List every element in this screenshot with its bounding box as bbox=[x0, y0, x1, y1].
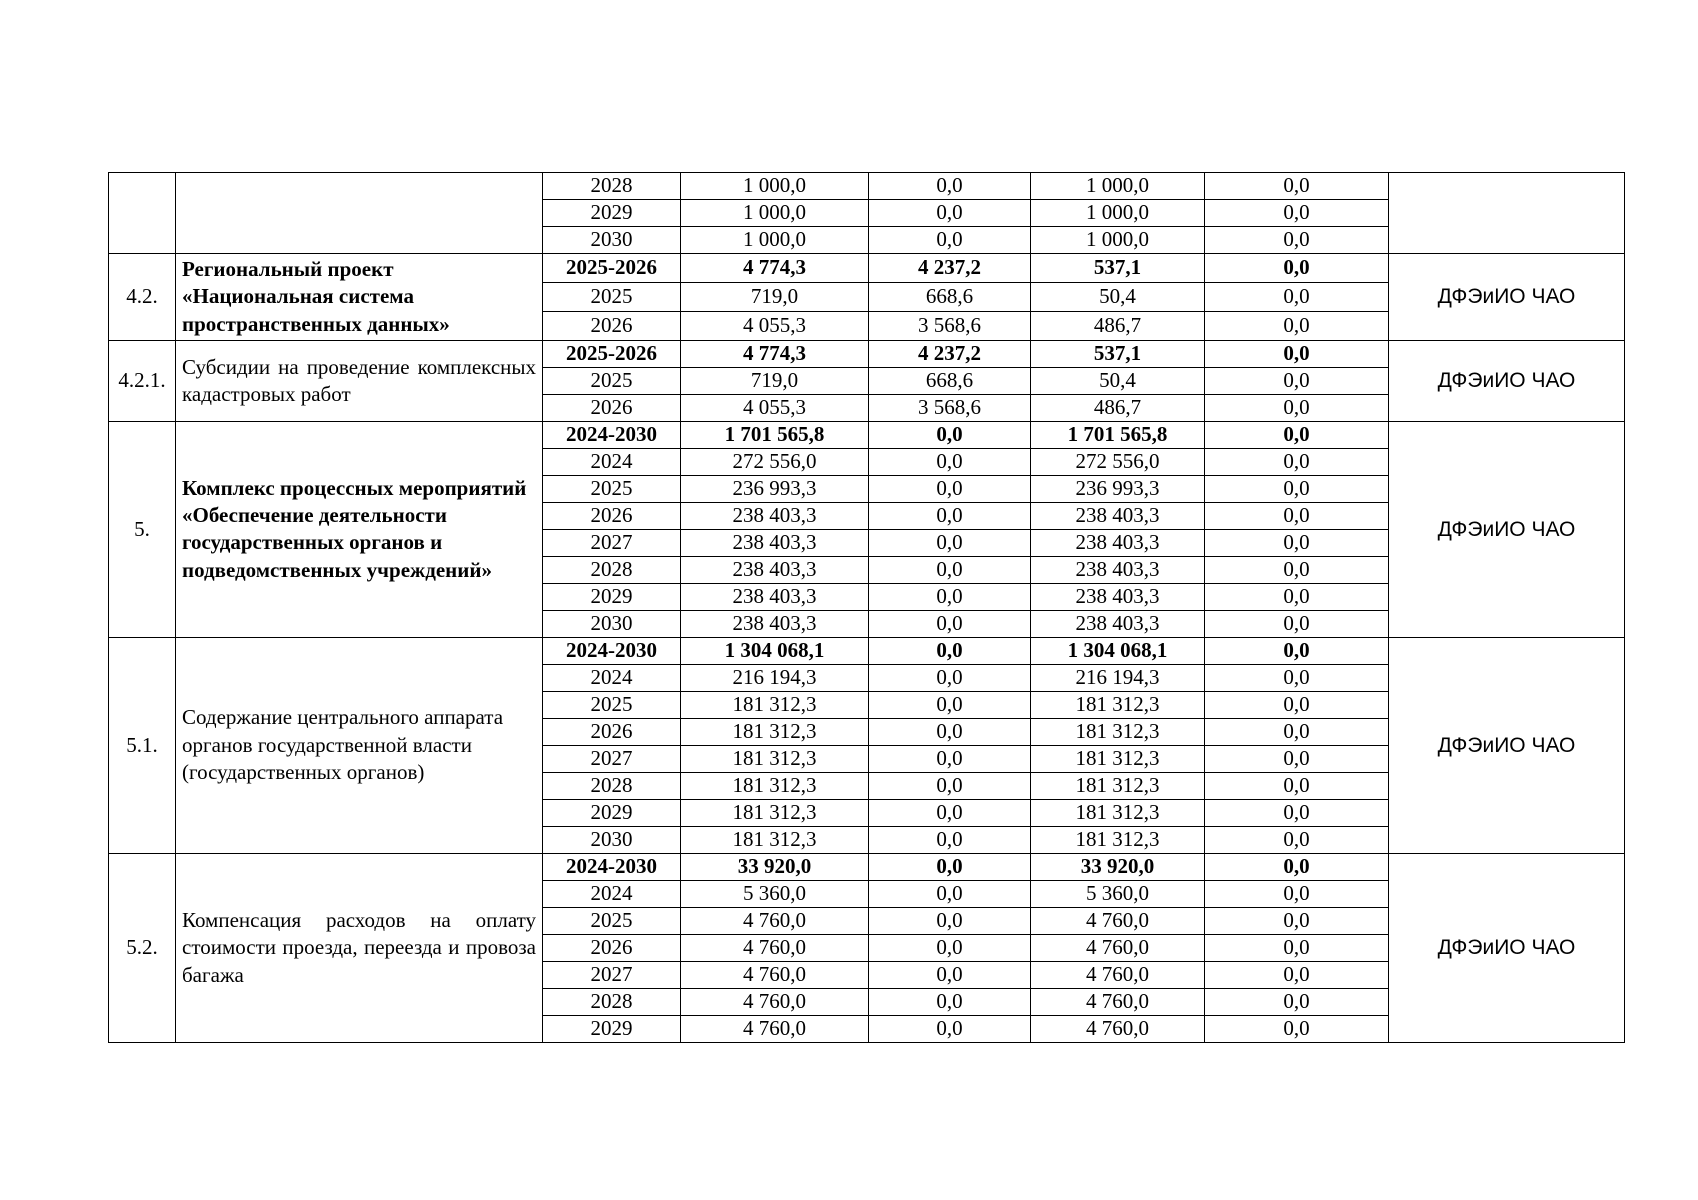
year-cell: 2030 bbox=[543, 227, 681, 254]
year-cell: 2024 bbox=[543, 448, 681, 475]
federal-budget-cell: 0,0 bbox=[869, 664, 1031, 691]
regional-budget-cell: 4 760,0 bbox=[1031, 1015, 1205, 1042]
regional-budget-cell: 4 760,0 bbox=[1031, 988, 1205, 1015]
other-sources-cell: 0,0 bbox=[1205, 745, 1389, 772]
total-cell: 181 312,3 bbox=[681, 799, 869, 826]
total-cell: 719,0 bbox=[681, 282, 869, 311]
federal-budget-cell: 0,0 bbox=[869, 691, 1031, 718]
regional-budget-cell: 238 403,3 bbox=[1031, 529, 1205, 556]
section-number-cell: 4.2.1. bbox=[109, 340, 176, 421]
total-cell: 1 000,0 bbox=[681, 200, 869, 227]
other-sources-cell: 0,0 bbox=[1205, 610, 1389, 637]
federal-budget-cell: 668,6 bbox=[869, 367, 1031, 394]
other-sources-cell: 0,0 bbox=[1205, 421, 1389, 448]
federal-budget-cell: 0,0 bbox=[869, 961, 1031, 988]
federal-budget-cell: 0,0 bbox=[869, 227, 1031, 254]
other-sources-cell: 0,0 bbox=[1205, 961, 1389, 988]
regional-budget-cell: 238 403,3 bbox=[1031, 610, 1205, 637]
total-cell: 1 304 068,1 bbox=[681, 637, 869, 664]
total-cell: 238 403,3 bbox=[681, 583, 869, 610]
federal-budget-cell: 0,0 bbox=[869, 448, 1031, 475]
regional-budget-cell: 181 312,3 bbox=[1031, 745, 1205, 772]
other-sources-cell: 0,0 bbox=[1205, 475, 1389, 502]
section-name-cell: Компенсация расходов на оплату стоимости проезда, переезда и провоза багажа bbox=[176, 853, 543, 1042]
federal-budget-cell: 4 237,2 bbox=[869, 340, 1031, 367]
federal-budget-cell: 0,0 bbox=[869, 556, 1031, 583]
responsible-cell bbox=[1389, 173, 1625, 254]
year-cell: 2030 bbox=[543, 610, 681, 637]
regional-budget-cell: 4 760,0 bbox=[1031, 934, 1205, 961]
federal-budget-cell: 0,0 bbox=[869, 718, 1031, 745]
year-cell: 2026 bbox=[543, 311, 681, 340]
other-sources-cell: 0,0 bbox=[1205, 934, 1389, 961]
total-cell: 181 312,3 bbox=[681, 718, 869, 745]
federal-budget-cell: 0,0 bbox=[869, 880, 1031, 907]
section-name-cell: Комплекс процессных мероприятий «Обеспечение деятельности государственных органов и подведомственных учреждений» bbox=[176, 421, 543, 637]
federal-budget-cell: 0,0 bbox=[869, 610, 1031, 637]
section-number-cell: 4.2. bbox=[109, 254, 176, 341]
regional-budget-cell: 238 403,3 bbox=[1031, 556, 1205, 583]
total-cell: 4 774,3 bbox=[681, 254, 869, 283]
year-cell: 2024-2030 bbox=[543, 637, 681, 664]
other-sources-cell: 0,0 bbox=[1205, 340, 1389, 367]
year-cell: 2029 bbox=[543, 200, 681, 227]
federal-budget-cell: 0,0 bbox=[869, 988, 1031, 1015]
other-sources-cell: 0,0 bbox=[1205, 664, 1389, 691]
total-cell: 272 556,0 bbox=[681, 448, 869, 475]
year-cell: 2025-2026 bbox=[543, 254, 681, 283]
section-number-cell: 5.1. bbox=[109, 637, 176, 853]
federal-budget-cell: 0,0 bbox=[869, 173, 1031, 200]
federal-budget-cell: 0,0 bbox=[869, 745, 1031, 772]
federal-budget-cell: 3 568,6 bbox=[869, 394, 1031, 421]
total-cell: 238 403,3 bbox=[681, 610, 869, 637]
regional-budget-cell: 537,1 bbox=[1031, 254, 1205, 283]
other-sources-cell: 0,0 bbox=[1205, 583, 1389, 610]
regional-budget-cell: 33 920,0 bbox=[1031, 853, 1205, 880]
other-sources-cell: 0,0 bbox=[1205, 227, 1389, 254]
table-row-total bbox=[109, 254, 1625, 283]
regional-budget-cell: 1 304 068,1 bbox=[1031, 637, 1205, 664]
federal-budget-cell: 3 568,6 bbox=[869, 311, 1031, 340]
year-cell: 2025 bbox=[543, 282, 681, 311]
year-cell: 2025 bbox=[543, 907, 681, 934]
regional-budget-cell: 1 000,0 bbox=[1031, 173, 1205, 200]
federal-budget-cell: 0,0 bbox=[869, 907, 1031, 934]
federal-budget-cell: 0,0 bbox=[869, 637, 1031, 664]
year-cell: 2028 bbox=[543, 173, 681, 200]
section-number-cell: 5.2. bbox=[109, 853, 176, 1042]
year-cell: 2025 bbox=[543, 475, 681, 502]
regional-budget-cell: 4 760,0 bbox=[1031, 961, 1205, 988]
federal-budget-cell: 0,0 bbox=[869, 799, 1031, 826]
total-cell: 4 760,0 bbox=[681, 961, 869, 988]
total-cell: 5 360,0 bbox=[681, 880, 869, 907]
year-cell: 2027 bbox=[543, 745, 681, 772]
other-sources-cell: 0,0 bbox=[1205, 311, 1389, 340]
section-number-cell: 5. bbox=[109, 421, 176, 637]
federal-budget-cell: 0,0 bbox=[869, 772, 1031, 799]
responsible-cell: ДФЭиИО ЧАО bbox=[1389, 853, 1625, 1042]
other-sources-cell: 0,0 bbox=[1205, 853, 1389, 880]
regional-budget-cell: 181 312,3 bbox=[1031, 772, 1205, 799]
year-cell: 2024-2030 bbox=[543, 421, 681, 448]
year-cell: 2029 bbox=[543, 583, 681, 610]
regional-budget-cell: 486,7 bbox=[1031, 394, 1205, 421]
year-cell: 2029 bbox=[543, 799, 681, 826]
other-sources-cell: 0,0 bbox=[1205, 200, 1389, 227]
total-cell: 238 403,3 bbox=[681, 502, 869, 529]
total-cell: 216 194,3 bbox=[681, 664, 869, 691]
total-cell: 33 920,0 bbox=[681, 853, 869, 880]
total-cell: 181 312,3 bbox=[681, 826, 869, 853]
total-cell: 4 760,0 bbox=[681, 907, 869, 934]
total-cell: 181 312,3 bbox=[681, 691, 869, 718]
total-cell: 4 760,0 bbox=[681, 988, 869, 1015]
section-name-cell: Содержание центрального аппарата органов государственной власти (государственных органов) bbox=[176, 637, 543, 853]
section-name-cell bbox=[176, 173, 543, 254]
responsible-cell: ДФЭиИО ЧАО bbox=[1389, 254, 1625, 341]
responsible-cell: ДФЭиИО ЧАО bbox=[1389, 340, 1625, 421]
table-row-total bbox=[109, 637, 1625, 664]
federal-budget-cell: 0,0 bbox=[869, 529, 1031, 556]
regional-budget-cell: 5 360,0 bbox=[1031, 880, 1205, 907]
regional-budget-cell: 1 701 565,8 bbox=[1031, 421, 1205, 448]
year-cell: 2024 bbox=[543, 880, 681, 907]
other-sources-cell: 0,0 bbox=[1205, 907, 1389, 934]
total-cell: 4 774,3 bbox=[681, 340, 869, 367]
year-cell: 2027 bbox=[543, 961, 681, 988]
other-sources-cell: 0,0 bbox=[1205, 173, 1389, 200]
total-cell: 4 760,0 bbox=[681, 1015, 869, 1042]
other-sources-cell: 0,0 bbox=[1205, 367, 1389, 394]
regional-budget-cell: 272 556,0 bbox=[1031, 448, 1205, 475]
total-cell: 1 701 565,8 bbox=[681, 421, 869, 448]
year-cell: 2026 bbox=[543, 718, 681, 745]
section-name-cell: Региональный проект «Национальная система пространственных данных» bbox=[176, 254, 543, 341]
regional-budget-cell: 1 000,0 bbox=[1031, 227, 1205, 254]
total-cell: 236 993,3 bbox=[681, 475, 869, 502]
year-cell: 2025 bbox=[543, 691, 681, 718]
other-sources-cell: 0,0 bbox=[1205, 1015, 1389, 1042]
other-sources-cell: 0,0 bbox=[1205, 254, 1389, 283]
other-sources-cell: 0,0 bbox=[1205, 529, 1389, 556]
federal-budget-cell: 668,6 bbox=[869, 282, 1031, 311]
federal-budget-cell: 0,0 bbox=[869, 1015, 1031, 1042]
regional-budget-cell: 181 312,3 bbox=[1031, 691, 1205, 718]
regional-budget-cell: 537,1 bbox=[1031, 340, 1205, 367]
year-cell: 2025-2026 bbox=[543, 340, 681, 367]
table-body bbox=[109, 173, 1625, 1043]
other-sources-cell: 0,0 bbox=[1205, 988, 1389, 1015]
year-cell: 2027 bbox=[543, 529, 681, 556]
responsible-cell: ДФЭиИО ЧАО bbox=[1389, 637, 1625, 853]
federal-budget-cell: 0,0 bbox=[869, 583, 1031, 610]
regional-budget-cell: 1 000,0 bbox=[1031, 200, 1205, 227]
year-cell: 2024-2030 bbox=[543, 853, 681, 880]
table-row-total bbox=[109, 421, 1625, 448]
table-row-total bbox=[109, 340, 1625, 367]
federal-budget-cell: 0,0 bbox=[869, 475, 1031, 502]
section-number-cell bbox=[109, 173, 176, 254]
year-cell: 2028 bbox=[543, 988, 681, 1015]
regional-budget-cell: 238 403,3 bbox=[1031, 583, 1205, 610]
federal-budget-cell: 0,0 bbox=[869, 853, 1031, 880]
federal-budget-cell: 0,0 bbox=[869, 200, 1031, 227]
regional-budget-cell: 181 312,3 bbox=[1031, 718, 1205, 745]
section-name-cell: Субсидии на проведение комплексных кадастровых работ bbox=[176, 340, 543, 421]
total-cell: 1 000,0 bbox=[681, 227, 869, 254]
other-sources-cell: 0,0 bbox=[1205, 772, 1389, 799]
federal-budget-cell: 0,0 bbox=[869, 826, 1031, 853]
table-row bbox=[109, 173, 1625, 200]
other-sources-cell: 0,0 bbox=[1205, 556, 1389, 583]
year-cell: 2028 bbox=[543, 772, 681, 799]
total-cell: 1 000,0 bbox=[681, 173, 869, 200]
year-cell: 2030 bbox=[543, 826, 681, 853]
other-sources-cell: 0,0 bbox=[1205, 880, 1389, 907]
other-sources-cell: 0,0 bbox=[1205, 826, 1389, 853]
regional-budget-cell: 181 312,3 bbox=[1031, 826, 1205, 853]
federal-budget-cell: 0,0 bbox=[869, 421, 1031, 448]
federal-budget-cell: 4 237,2 bbox=[869, 254, 1031, 283]
year-cell: 2029 bbox=[543, 1015, 681, 1042]
responsible-cell: ДФЭиИО ЧАО bbox=[1389, 421, 1625, 637]
year-cell: 2026 bbox=[543, 502, 681, 529]
regional-budget-cell: 216 194,3 bbox=[1031, 664, 1205, 691]
funding-table bbox=[108, 172, 1625, 1043]
other-sources-cell: 0,0 bbox=[1205, 799, 1389, 826]
total-cell: 181 312,3 bbox=[681, 745, 869, 772]
total-cell: 238 403,3 bbox=[681, 556, 869, 583]
regional-budget-cell: 238 403,3 bbox=[1031, 502, 1205, 529]
regional-budget-cell: 236 993,3 bbox=[1031, 475, 1205, 502]
total-cell: 4 055,3 bbox=[681, 311, 869, 340]
year-cell: 2028 bbox=[543, 556, 681, 583]
year-cell: 2024 bbox=[543, 664, 681, 691]
regional-budget-cell: 50,4 bbox=[1031, 282, 1205, 311]
total-cell: 181 312,3 bbox=[681, 772, 869, 799]
total-cell: 238 403,3 bbox=[681, 529, 869, 556]
other-sources-cell: 0,0 bbox=[1205, 394, 1389, 421]
total-cell: 4 760,0 bbox=[681, 934, 869, 961]
other-sources-cell: 0,0 bbox=[1205, 448, 1389, 475]
federal-budget-cell: 0,0 bbox=[869, 502, 1031, 529]
regional-budget-cell: 181 312,3 bbox=[1031, 799, 1205, 826]
other-sources-cell: 0,0 bbox=[1205, 691, 1389, 718]
regional-budget-cell: 50,4 bbox=[1031, 367, 1205, 394]
total-cell: 719,0 bbox=[681, 367, 869, 394]
year-cell: 2026 bbox=[543, 394, 681, 421]
other-sources-cell: 0,0 bbox=[1205, 718, 1389, 745]
year-cell: 2025 bbox=[543, 367, 681, 394]
year-cell: 2026 bbox=[543, 934, 681, 961]
other-sources-cell: 0,0 bbox=[1205, 637, 1389, 664]
other-sources-cell: 0,0 bbox=[1205, 502, 1389, 529]
federal-budget-cell: 0,0 bbox=[869, 934, 1031, 961]
other-sources-cell: 0,0 bbox=[1205, 282, 1389, 311]
total-cell: 4 055,3 bbox=[681, 394, 869, 421]
regional-budget-cell: 486,7 bbox=[1031, 311, 1205, 340]
regional-budget-cell: 4 760,0 bbox=[1031, 907, 1205, 934]
table-row-total bbox=[109, 853, 1625, 880]
